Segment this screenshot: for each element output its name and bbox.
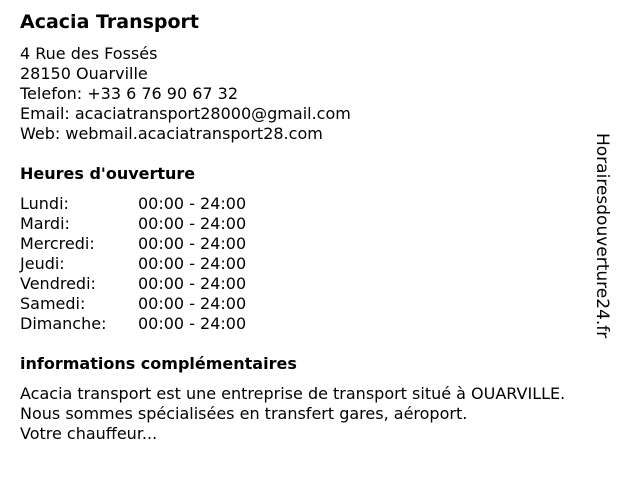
description-block xyxy=(20,384,565,444)
email-text: Email: acaciatransport28000@gmail.com xyxy=(20,104,351,123)
business-info-card xyxy=(20,0,620,480)
watermark-text: Horairesdouverture24.fr xyxy=(592,133,612,339)
description-line: Nous sommes spécialisées en transfert gares, aéroport. xyxy=(20,404,468,423)
day-label: Dimanche: xyxy=(20,314,107,333)
day-label: Jeudi: xyxy=(20,254,65,273)
hours-value: 00:00 - 24:00 xyxy=(138,274,247,293)
hours-value: 00:00 - 24:00 xyxy=(138,294,247,313)
day-label: Mardi: xyxy=(20,214,70,233)
hours-value: 00:00 - 24:00 xyxy=(138,194,247,213)
business-name: Acacia Transport xyxy=(20,11,200,33)
contact-block xyxy=(20,44,351,144)
site-watermark xyxy=(592,133,637,373)
address-street: 4 Rue des Fossés xyxy=(20,44,158,63)
day-label: Mercredi: xyxy=(20,234,95,253)
opening-hours-heading: Heures d'ouverture xyxy=(20,164,196,183)
day-label: Lundi: xyxy=(20,194,69,213)
description-line: Acacia transport est une entreprise de transport situé à OUARVILLE. xyxy=(20,384,566,403)
additional-info-heading: informations complémentaires xyxy=(20,354,297,373)
description-line: Votre chauffeur... xyxy=(20,424,158,443)
hours-value: 00:00 - 24:00 xyxy=(138,314,247,333)
hours-value: 00:00 - 24:00 xyxy=(138,234,247,253)
address-city: 28150 Ouarville xyxy=(20,64,148,83)
day-label: Vendredi: xyxy=(20,274,96,293)
web-text: Web: webmail.acaciatransport28.com xyxy=(20,124,323,143)
day-label: Samedi: xyxy=(20,294,86,313)
hours-value: 00:00 - 24:00 xyxy=(138,254,247,273)
hours-value: 00:00 - 24:00 xyxy=(138,214,247,233)
phone-text: Telefon: +33 6 76 90 67 32 xyxy=(20,84,239,103)
